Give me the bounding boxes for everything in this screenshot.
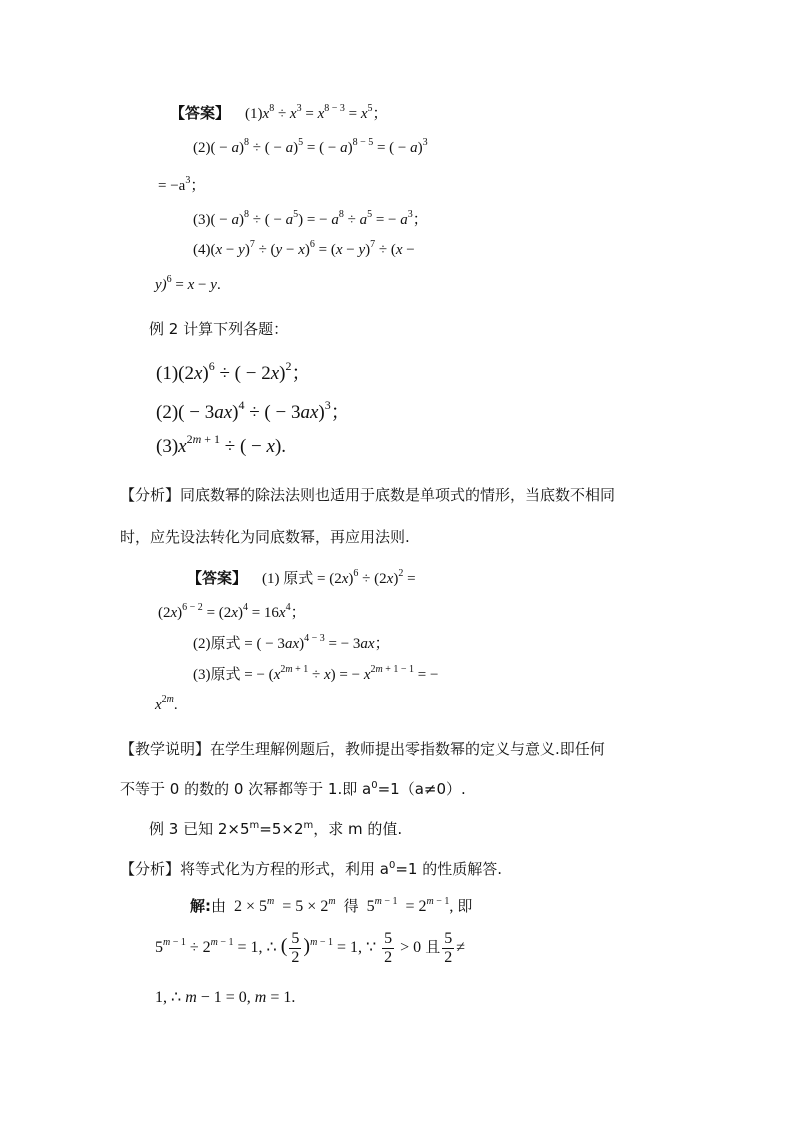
teaching-note-line1: 【教学说明】在学生理解例题后，教师提出零指数幂的定义与意义.即任何 [120,740,605,758]
example2-problem2: $(2)( - 3ax)^4$ ÷ ( − 3ax)$^3$； [156,398,350,423]
solution-label: 解: [190,897,211,915]
fraction: $\frac{5}{2}$ [384,930,393,966]
example2-title: 例 2 计算下列各题： [149,320,289,338]
fraction: $\frac{5}{2}$ [291,930,300,966]
answer2-line5: $x^{2m}$. [155,694,178,713]
answer1-line6: y)$^6$ = x − y. [155,274,221,293]
example2-problem3: $(3)x^{2m + 1}$ ÷ ( − x). [156,432,287,457]
fraction: $\frac{5}{2}$ [444,930,453,966]
solution-line3: 1, ∴ m − 1 = 0, m = 1. [155,989,296,1006]
solution-line1: 解:由 $2 \times 5^m = 5 \times 2^m$ 得 $5^{m - 1} = 2^{m - 1}$, 即 [190,896,473,915]
analysis2-line2: 时，应先设法转化为同底数幂，再应用法则. [120,528,410,546]
answer1-line3: = $-a^3$； [158,175,206,194]
answer2-line2: $(2x)^{6 - 2} = (2x)^4 = 16x^4$； [158,602,306,621]
example3-title: 例 3 已知 $2\times 5^m=5\times 2^m$，求 m 的值. [149,820,403,838]
answer1-line1: 【答案】 $(1)x^8 \div x^3 = x^{8 - 3} = x^5$； [170,103,388,122]
answer2-line4: (3)原式 = − $(x^{2m + 1} \div x)$ = − $x^{2m + 1 - 1}$ = − [193,664,439,683]
answer1-line5: $(4)(x - y)^7 \div (y - x)^6 = (x - y)^7 \div (x$ − [193,239,415,258]
example2-problem1: $(1)(2x)^6$ ÷ ( − 2x)$^2$； [156,359,311,384]
answer1-line2: $(2)( - a)^8$ ÷ ( − a)$^5$ = ( − a)$^{8 - 5}$ = ( − a)$^3$ [193,137,428,156]
solution-line2: $5^{m - 1} \div 2^{m - 1} = 1$, ∴ ( $\frac{5}{2}$ )$^{m - 1}$ = 1, ∵ $\frac{5}{2}$ > 0 且 $\frac{5}{2}$ ≠ [155,930,465,966]
analysis3-line: 【分析】将等式化为方程的形式，利用 $a^0=1$ 的性质解答. [120,860,502,878]
analysis2-line1: 【分析】同底数幂的除法法则也适用于底数是单项式的情形，当底数不相同 [120,486,616,504]
answer-label: 【答案】 [187,569,248,587]
answer2-line1: 【答案】 (1) 原式 = $(2x)^6 \div (2x)^2$ = [187,568,416,587]
answer-label: 【答案】 [170,104,231,122]
answer1-line4: $(3)( - a)^8$ ÷ ( − $a^5$) = − $a^8 \div a^5$ = − $a^3$； [193,209,428,228]
teaching-note-line2: 不等于 0 的数的 0 次幂都等于 1.即 $a^0=1(a\ne 0)$. [120,780,466,798]
answer2-line3: (2)原式 = ( − 3ax)$^{4 - 3}$ = − 3ax； [193,633,390,652]
